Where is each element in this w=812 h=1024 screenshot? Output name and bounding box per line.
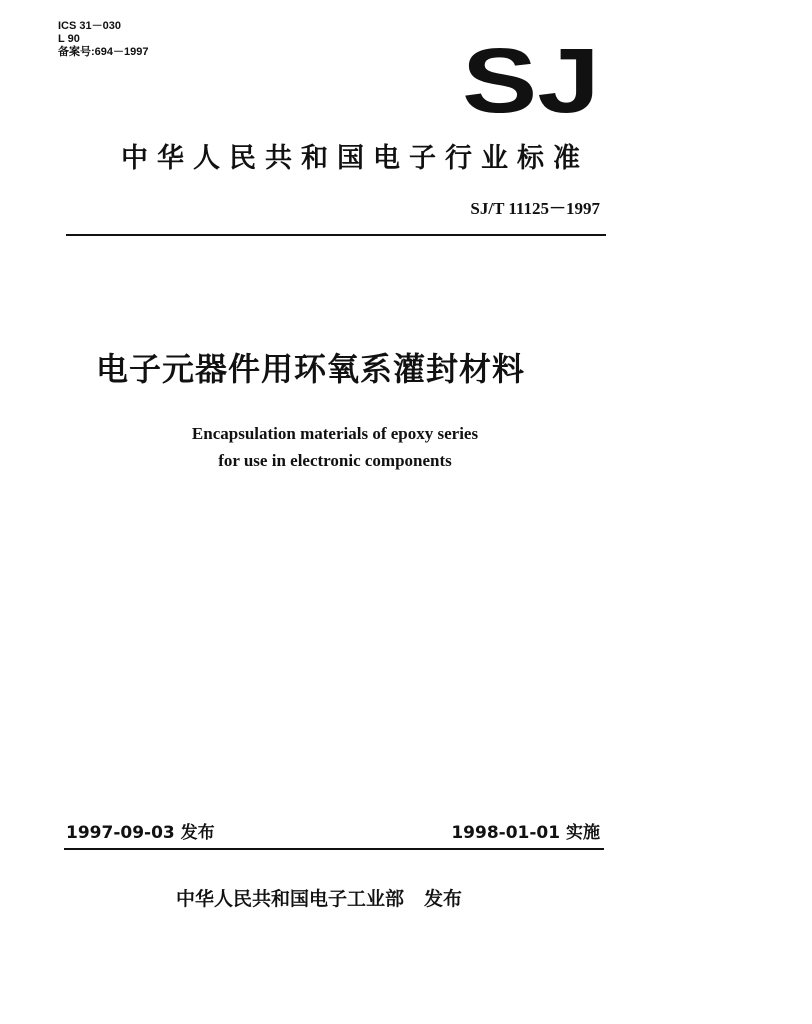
standard-code: SJ/T 11125－1997: [470, 199, 600, 218]
issuing-authority: [176, 884, 462, 911]
title-english-line-1: Encapsulation materials of epoxy series: [191, 424, 479, 443]
document-title-chinese: 电子元器件用环氧系灌封材料: [96, 350, 526, 388]
sj-logo: [462, 40, 602, 116]
issue-date: 1997-09-03 发布: [66, 823, 215, 843]
issue-word: 发布: [424, 888, 463, 910]
header-divider: [66, 234, 606, 236]
ics-code: ICS 31－030: [58, 20, 121, 32]
filing-number: 备案号:694－1997: [58, 46, 149, 58]
issuer-name: 中华人民共和国电子工业部: [176, 888, 405, 910]
title-english-line-2: for use in electronic components: [218, 451, 452, 470]
sj-logo-text: SJ: [462, 40, 600, 116]
document-title-english: [160, 420, 510, 474]
implementation-date: 1998-01-01 实施: [451, 823, 600, 843]
footer-divider: [64, 848, 604, 850]
organization-heading: 中华人民共和国电子行业标准: [121, 143, 589, 174]
classification-code: L 90: [58, 33, 80, 45]
metadata-block: [58, 20, 149, 59]
